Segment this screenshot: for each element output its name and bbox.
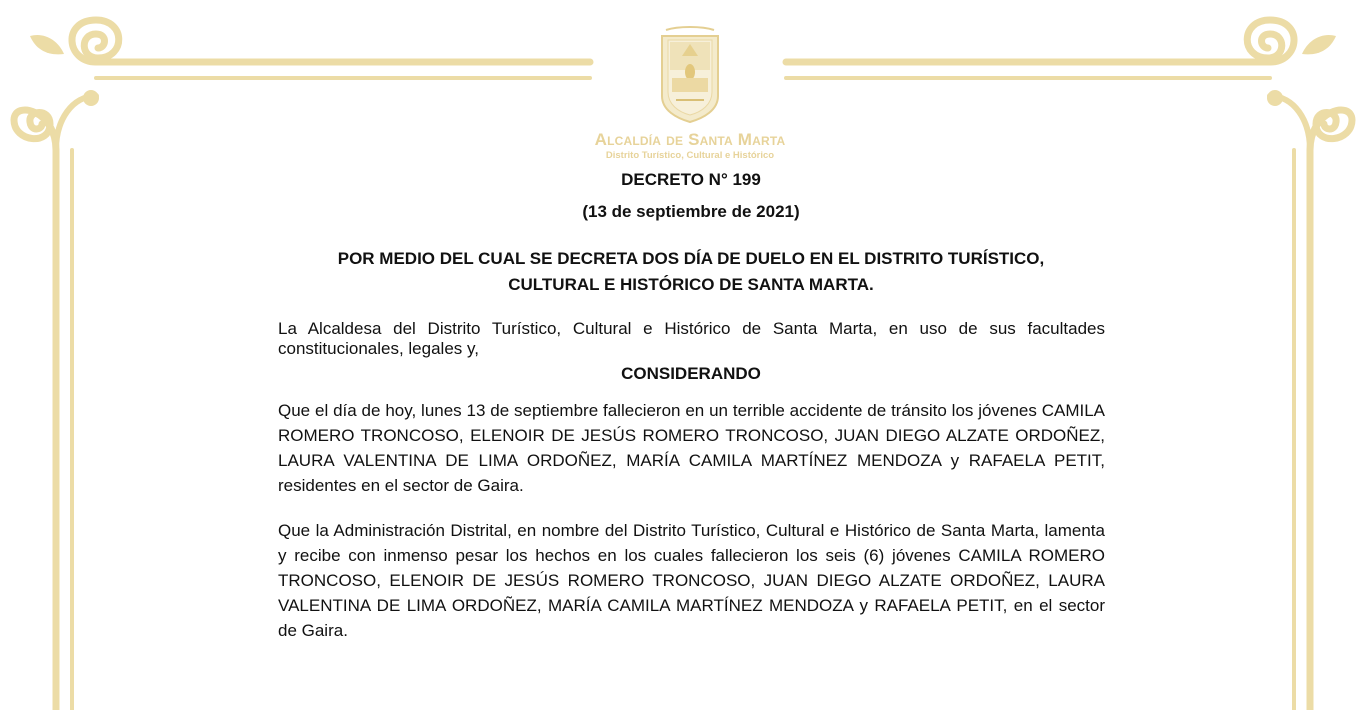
intro-paragraph: La Alcaldesa del Distrito Turístico, Cultural e Histórico de Santa Marta, en uso de sus facultades constitucionales, legales y, [278,319,1105,358]
considerando-paragraph-1: Que el día de hoy, lunes 13 de septiembre fallecieron en un terrible accidente de tránsito los jóvenes CAMILA ROMERO TRONCOSO, ELENOIR DE JESÚS ROMERO TRONCOSO, JUAN DIEGO ALZATE ORDOÑEZ, LAURA VALENTINA DE LIMA ORDOÑEZ, MARÍA CAMILA MARTÍNEZ MENDOZA y RAFAELA PETIT, residentes en el sector de Gaira. [278,401,1105,495]
considerando-heading: CONSIDERANDO [621,364,761,383]
organization-name: Alcaldía de Santa Marta [594,130,786,149]
decree-title [8,246,1366,298]
municipal-crest-icon [658,26,722,124]
decree-title-line-2: CULTURAL E HISTÓRICO DE SANTA MARTA. [508,275,874,294]
decree-title-line-1: POR MEDIO DEL CUAL SE DECRETA DOS DÍA DE DUELO EN EL DISTRITO TURÍSTICO, [337,249,1045,268]
decree-number: DECRETO N° 199 [621,170,761,189]
considerando-paragraph-2: Que la Administración Distrital, en nombre del Distrito Turístico, Cultural e Histórico de Santa Marta, lamenta y recibe con inmenso pesar los hechos en los cuales fallecieron los seis (6) jóvenes CAMILA ROMERO TRONCOSO, ELENOIR DE JESÚS ROMERO TRONCOSO, JUAN DIEGO ALZATE ORDOÑEZ, LAURA VALENTINA DE LIMA ORDOÑEZ, MARÍA CAMILA MARTÍNEZ MENDOZA y RAFAELA PETIT, en el sector de Gaira. [278,521,1105,640]
decree-date: (13 de septiembre de 2021) [582,202,800,221]
organization-subtitle: Distrito Turístico, Cultural e Histórico [605,150,775,161]
